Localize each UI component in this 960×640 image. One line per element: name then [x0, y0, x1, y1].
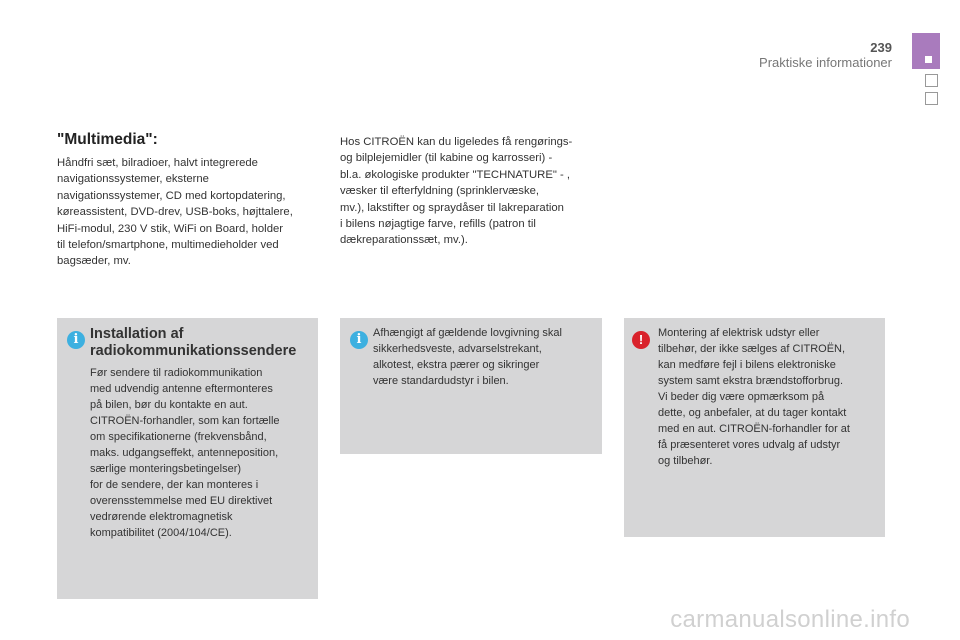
info-icon: i [350, 331, 368, 349]
warning-text: Montering af elektrisk udstyr eller tilbehør, der ikke sælges af CITROËN, kan medføre fejl i bilens elektroniske system samt ekstra brændstofforbrug. Vi beder dig være opmærksom på dette, og anbefaler, at du tager kontakt med en aut. CITROËN-forhandler for at få præsenteret vores udvalg af udstyr og tilbehør. [658, 327, 850, 467]
tab-marker-icon [925, 56, 932, 63]
multimedia-paragraph: Håndfri sæt, bilradioer, halvt integrerede navigationssystemer, eksterne navigationssystemer, CD med kortopdatering, køreassistent, DVD-drev, USB-boks, højttalere, HiFi-modul, 230 V stik, WiFi on Board, holder til telefon/smartphone, multimedieholder ved bagsæder, mv. [57, 157, 293, 268]
section-tab-box-1 [925, 74, 938, 87]
warning-icon: ! [632, 331, 650, 349]
warning-box [624, 318, 885, 537]
legislation-info-box [340, 318, 602, 454]
section-tab-box-2 [925, 92, 938, 105]
installation-text: Før sendere til radiokommunikation med udvendig antenne eftermonteres på bilen, bør du kontakte en aut. CITROËN-forhandler, som kan fortælle om specifikationerne (frekvensbånd, maks. udgangseffekt, antenneposition, særlige monteringsbetingelser) for de sendere, der kan monteres i overensstemmelse med EU direktivet vedrørende elektromagnetisk kompatibilitet (2004/104/CE). [90, 367, 280, 539]
accessories-paragraph: Hos CITROËN kan du ligeledes få rengørings- og bilplejemidler (til kabine og karrosseri) - bl.a. økologiske produkter "TECHNATURE" - , væsker til efterfyldning (sprinklervæske, mv.), lakstifter og spraydåser til lakreparation i bilens nøjagtige farve, refills (patron til dækreparationssæt, mv.). [340, 136, 573, 247]
installation-title: Installation af radiokommunikationssendere [90, 326, 297, 359]
info-icon: i [67, 331, 85, 349]
section-title: Praktiske informationer [759, 55, 892, 70]
multimedia-heading: "Multimedia": [57, 131, 158, 148]
legislation-text: Afhængigt af gældende lovgivning skal sikkerhedsveste, advarselstrekant, alkotest, ekstra pærer og sikringer være standardudstyr i bilen. [373, 327, 562, 387]
installation-info-box [57, 318, 318, 599]
watermark: carmanualsonline.info [670, 606, 910, 633]
section-tab[interactable] [912, 33, 940, 69]
page-number: 239 [870, 40, 892, 55]
